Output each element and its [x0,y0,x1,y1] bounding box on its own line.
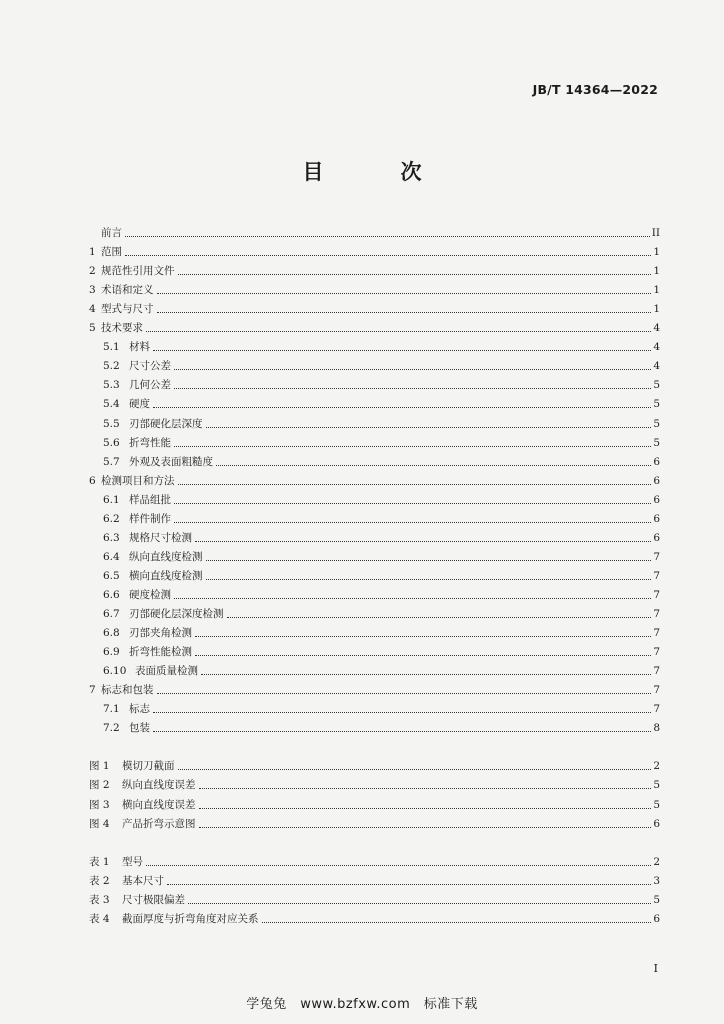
entry-label: 技术要求 [101,322,143,335]
toc-entry[interactable] [89,546,660,564]
entry-page: 7 [653,569,660,582]
figure-entry[interactable] [89,813,660,831]
entry-page: II [651,227,660,239]
dot-leader [174,388,651,389]
entry-number: 4 [89,303,96,316]
entry-number: 5.1 [103,341,120,354]
entry-number: 6.10 [103,665,127,678]
dot-leader [167,884,651,885]
watermark-text: 学兔兔 www.bzfxw.com 标准下载 [246,997,478,1012]
dot-leader [178,274,652,275]
entry-number: 3 [89,284,96,297]
dot-leader [201,674,651,675]
entry-label: 标志 [129,703,150,716]
entry-label: 尺寸极限偏差 [122,893,185,906]
entry-number: 6.9 [103,646,120,659]
dot-leader [206,427,652,428]
entry-page: 6 [653,512,660,525]
dot-leader [227,617,652,618]
entry-label: 纵向直线度检测 [129,550,203,563]
figure-entry[interactable] [89,794,660,812]
entry-label: 刃部夹角检测 [129,627,192,640]
entry-page: 1 [653,246,660,259]
entry-number: 5.3 [103,379,120,392]
dot-leader [157,693,652,694]
toc-entry[interactable] [89,317,660,335]
dot-leader [195,655,651,656]
entry-label: 标志和包装 [101,684,154,697]
dot-leader [216,465,651,466]
entry-page: 2 [653,760,660,773]
entry-label: 检测项目和方法 [101,474,175,487]
dot-leader [195,636,651,637]
entry-number: 5.7 [103,455,120,468]
entry-label: 基本尺寸 [122,874,164,887]
entry-page: 7 [653,608,660,620]
table-entry[interactable] [89,870,660,888]
dot-leader [174,369,651,370]
entry-number: 1 [89,246,96,259]
entry-page: 1 [653,284,660,297]
entry-number: 5.2 [103,360,120,373]
entry-label: 样件制作 [129,512,171,525]
entry-page: 7 [653,588,660,601]
entry-label: 硬度检测 [129,588,171,601]
dot-leader [174,522,651,523]
toc-entry[interactable] [89,355,660,373]
dot-leader [146,331,651,332]
entry-number: 表 2 [89,874,110,887]
entry-label: 横向直线度误差 [122,798,196,811]
dot-leader [199,827,652,828]
dot-leader [174,503,651,504]
entry-page: 5 [653,417,660,430]
entry-page: 1 [653,303,660,316]
entry-number: 6.5 [103,569,120,582]
entry-label: 折弯性能 [129,436,171,449]
entry-label: 刃部硬化层深度检测 [129,608,224,620]
entry-page: 7 [653,627,660,640]
entry-number: 5.4 [103,398,120,411]
entry-page: 5 [653,379,660,392]
entry-page: 4 [653,360,660,373]
entry-number: 6.7 [103,608,120,620]
toc-entry[interactable] [89,660,660,678]
dot-leader [188,903,651,904]
dot-leader [153,731,651,732]
entry-page: 7 [653,665,660,678]
entry-label: 型号 [122,855,143,868]
entry-page: 6 [653,912,660,925]
toc-entry[interactable] [89,451,660,469]
dot-leader [153,407,651,408]
dot-leader [178,484,652,485]
entry-page: 8 [653,722,660,735]
dot-leader [153,712,651,713]
toc-entry[interactable] [89,279,660,297]
toc-entry[interactable] [89,603,660,621]
dot-leader [174,446,651,447]
dot-leader [195,541,651,542]
toc-entry[interactable] [89,393,660,411]
entry-label: 截面厚度与折弯角度对应关系 [122,912,259,925]
toc-entry[interactable] [89,241,660,259]
entry-page: 6 [653,531,660,544]
entry-label: 范围 [101,246,122,259]
entry-label: 模切刀截面 [122,760,175,773]
entry-label: 表面质量检测 [135,665,198,678]
dot-leader [157,293,652,294]
table-entry[interactable] [89,889,660,907]
toc-title: 目 次 [302,159,450,184]
entry-number: 6.8 [103,627,120,640]
table-entry[interactable] [89,851,660,869]
table-entry[interactable] [89,908,660,926]
entry-number: 图 4 [89,817,110,830]
entry-page: 5 [653,779,660,792]
entry-label: 外观及表面粗糙度 [129,455,213,468]
entry-label: 包装 [129,722,150,735]
toc-entry[interactable] [89,698,660,716]
entry-page: 3 [653,874,660,887]
entry-page: 5 [653,893,660,906]
entry-page: 5 [653,436,660,449]
entry-label: 几何公差 [129,379,171,392]
toc-entry[interactable] [89,489,660,507]
dot-leader [206,579,652,580]
entry-number: 5.5 [103,417,120,430]
toc-entry[interactable] [89,222,660,240]
toc-entry[interactable] [89,336,660,354]
entry-label: 材料 [129,341,150,354]
entry-number: 表 4 [89,912,110,925]
entry-number: 6 [89,474,96,487]
entry-number: 6.6 [103,588,120,601]
entry-page: 4 [653,322,660,335]
entry-number: 5 [89,322,96,335]
entry-label: 型式与尺寸 [101,303,154,316]
entry-page: 6 [653,493,660,506]
entry-label: 规格尺寸检测 [129,531,192,544]
entry-number: 7.2 [103,722,120,735]
entry-page: 2 [653,855,660,868]
dot-leader [125,255,651,256]
entry-label: 规范性引用文件 [101,265,175,278]
dot-leader [174,598,651,599]
entry-label: 术语和定义 [101,284,154,297]
toc-entry[interactable] [89,413,660,431]
toc-entry[interactable] [89,298,660,316]
entry-number: 图 2 [89,779,110,792]
entry-page: 5 [653,798,660,811]
entry-page: 7 [653,646,660,659]
entry-number: 图 1 [89,760,110,773]
dot-leader [157,312,652,313]
entry-label: 产品折弯示意图 [122,817,196,830]
entry-number: 6.1 [103,493,120,506]
entry-number: 7 [89,684,96,697]
entry-page: 1 [653,265,660,278]
entry-page: 6 [653,455,660,468]
toc-entry[interactable] [89,622,660,640]
toc-entry[interactable] [89,470,660,488]
entry-number: 2 [89,265,96,278]
dot-leader [199,808,652,809]
dot-leader [178,769,652,770]
figure-entry[interactable] [89,755,660,773]
entry-label: 折弯性能检测 [129,646,192,659]
entry-number: 6.4 [103,550,120,563]
entry-number: 5.6 [103,436,120,449]
entry-label: 纵向直线度误差 [122,779,196,792]
toc-entry[interactable] [89,679,660,697]
entry-label: 尺寸公差 [129,360,171,373]
entry-page: 4 [653,341,660,354]
toc-entry[interactable] [89,717,660,735]
toc-entry[interactable] [89,565,660,583]
entry-page: 7 [653,684,660,697]
toc-entry[interactable] [89,260,660,278]
entry-number: 图 3 [89,798,110,811]
entry-label: 刃部硬化层深度 [129,417,203,430]
dot-leader [199,788,652,789]
toc-entry[interactable] [89,374,660,392]
entry-number: 表 3 [89,893,110,906]
entry-page: 7 [653,703,660,716]
figure-entry[interactable] [89,774,660,792]
entry-number: 7.1 [103,703,120,716]
toc-entry[interactable] [89,432,660,450]
entry-page: 5 [653,398,660,411]
dot-leader [153,350,651,351]
entry-page: 6 [653,817,660,830]
entry-label: 样品组批 [129,493,171,506]
page-number: I [653,962,658,975]
entry-number: 6.3 [103,531,120,544]
entry-label: 前言 [101,227,122,239]
entry-page: 6 [653,474,660,487]
dot-leader [125,236,650,237]
toc-entry[interactable] [89,508,660,526]
dot-leader [206,560,652,561]
entry-label: 硬度 [129,398,150,411]
entry-number: 表 1 [89,855,110,868]
toc-entry[interactable] [89,641,660,659]
toc-entry[interactable] [89,584,660,602]
entry-page: 7 [653,550,660,563]
dot-leader [262,922,652,923]
entry-label: 横向直线度检测 [129,569,203,582]
standard-code: JB/T 14364—2022 [532,82,658,97]
dot-leader [146,865,651,866]
toc-entry[interactable] [89,527,660,545]
entry-number: 6.2 [103,512,120,525]
